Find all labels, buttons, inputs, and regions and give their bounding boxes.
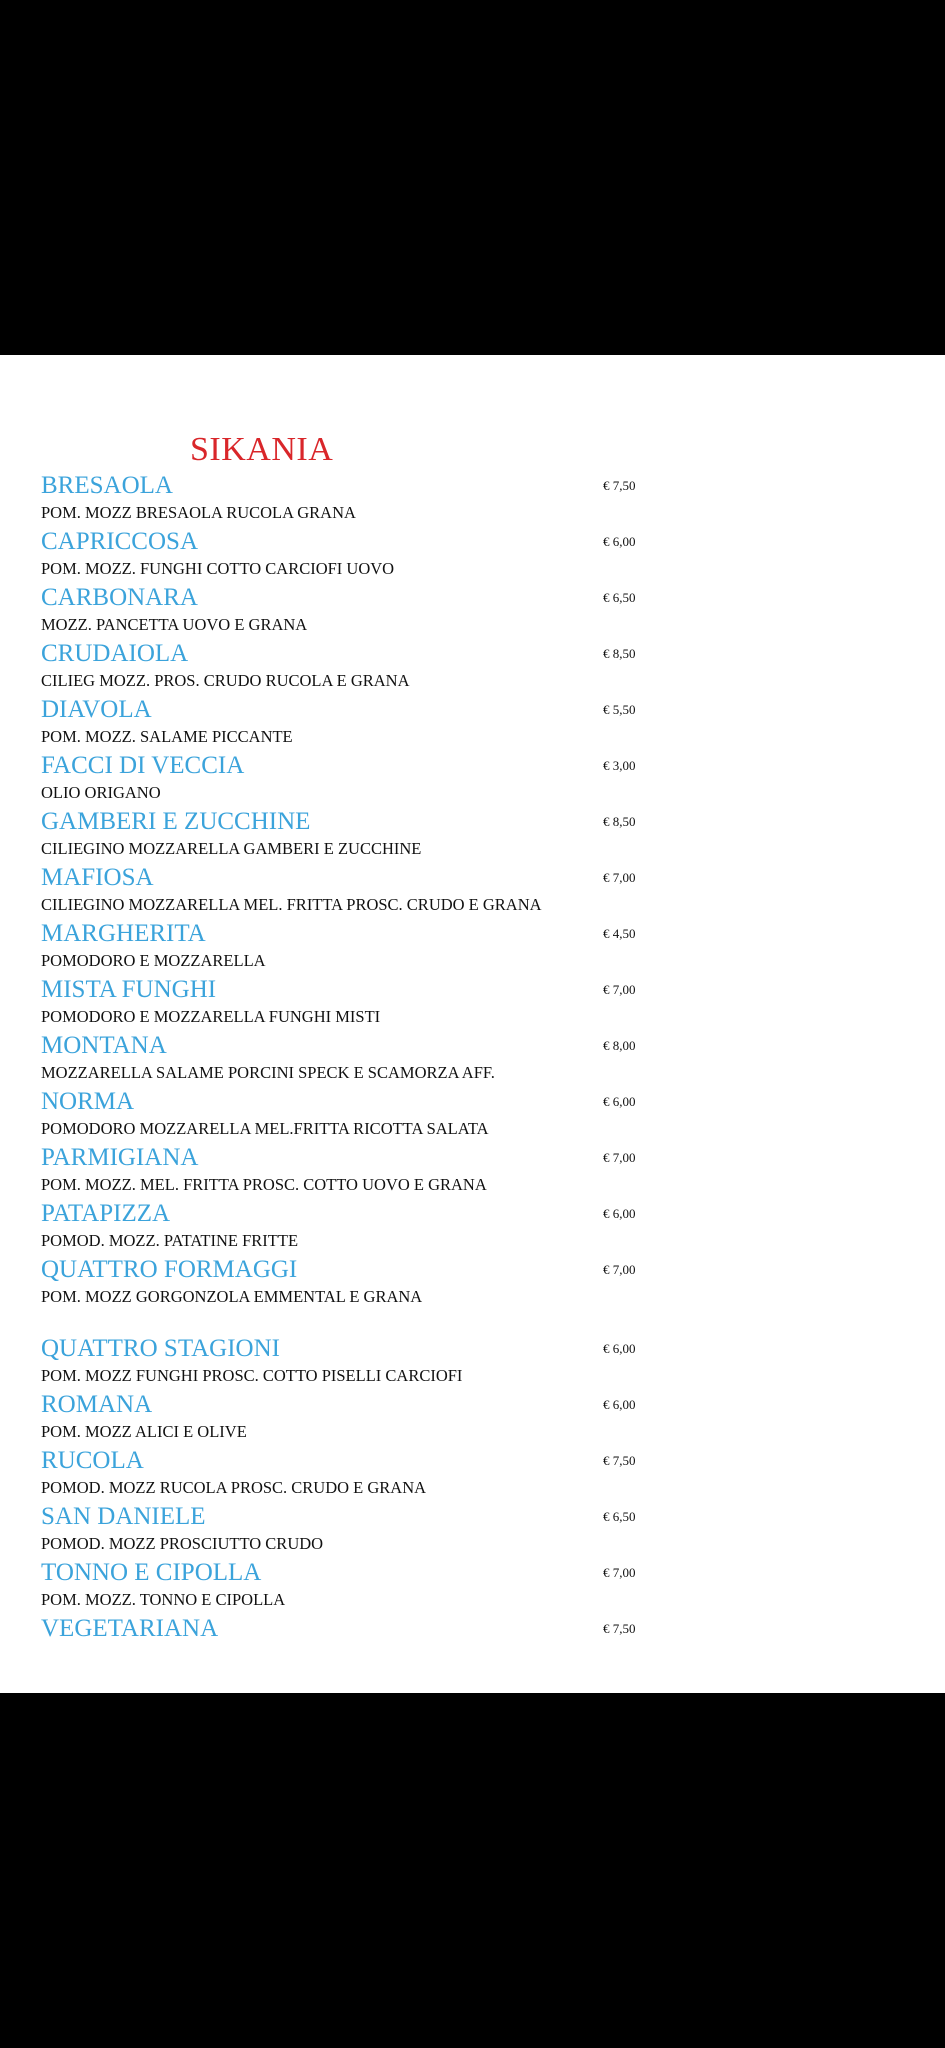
menu-list — [41, 471, 641, 1670]
menu-item — [41, 975, 641, 1031]
item-price: € 3,00 — [603, 758, 636, 773]
item-name: ROMANA — [41, 1391, 153, 1418]
item-description: POM. MOZZ. MEL. FRITTA PROSC. COTTO UOVO E GRANA — [41, 1175, 487, 1194]
menu-item — [41, 807, 641, 863]
menu-page — [0, 355, 945, 1693]
item-price: € 8,50 — [603, 814, 636, 829]
item-description: POMODORO E MOZZARELLA — [41, 951, 266, 970]
menu-item — [41, 863, 641, 919]
item-name: SAN DANIELE — [41, 1503, 206, 1530]
item-price: € 7,50 — [603, 478, 636, 493]
item-description: POM. MOZZ BRESAOLA RUCOLA GRANA — [41, 503, 356, 522]
item-description: POMOD. MOZZ. PATATINE FRITTE — [41, 1231, 299, 1250]
item-price: € 4,50 — [603, 926, 636, 941]
item-price: € 8,50 — [603, 646, 636, 661]
item-price: € 8,00 — [603, 1038, 636, 1053]
item-name: MISTA FUNGHI — [41, 976, 217, 1003]
menu-item — [41, 1614, 641, 1670]
item-description: POM. MOZZ ALICI E OLIVE — [41, 1422, 247, 1441]
menu-item — [41, 1255, 641, 1334]
letterbox-bottom — [0, 1693, 945, 2048]
menu-item — [41, 1143, 641, 1199]
item-price: € 6,00 — [603, 1206, 636, 1221]
menu-item — [41, 695, 641, 751]
menu-item — [41, 1087, 641, 1143]
item-name: PATAPIZZA — [41, 1200, 171, 1227]
item-description: CILIEG MOZZ. PROS. CRUDO RUCOLA E GRANA — [41, 671, 410, 690]
item-price: € 7,00 — [603, 1150, 636, 1165]
menu-item — [41, 1558, 641, 1614]
item-price: € 6,00 — [603, 534, 636, 549]
item-name: GAMBERI E ZUCCHINE — [41, 808, 311, 835]
item-name: NORMA — [41, 1088, 135, 1115]
menu-title: SIKANIA — [190, 431, 334, 468]
item-price: € 7,00 — [603, 982, 636, 997]
item-name: CRUDAIOLA — [41, 640, 189, 667]
item-description: POM. MOZZ FUNGHI PROSC. COTTO PISELLI CARCIOFI — [41, 1366, 463, 1385]
item-name: MARGHERITA — [41, 920, 206, 947]
item-name: BRESAOLA — [41, 472, 173, 499]
item-name: RUCOLA — [41, 1447, 144, 1474]
item-price: € 7,50 — [603, 1453, 636, 1468]
item-description: POM. MOZZ. FUNGHI COTTO CARCIOFI UOVO — [41, 559, 395, 578]
item-price: € 7,00 — [603, 1262, 636, 1277]
menu-item — [41, 1446, 641, 1502]
menu-item — [41, 919, 641, 975]
item-name: MAFIOSA — [41, 864, 154, 891]
item-price: € 6,00 — [603, 1094, 636, 1109]
item-description: POMOD. MOZZ PROSCIUTTO CRUDO — [41, 1534, 324, 1553]
menu-item — [41, 639, 641, 695]
item-name: MONTANA — [41, 1032, 167, 1059]
item-price: € 7,00 — [603, 1565, 636, 1580]
item-name: CAPRICCOSA — [41, 528, 198, 555]
item-description: POMODORO E MOZZARELLA FUNGHI MISTI — [41, 1007, 381, 1026]
item-description: CILIEGINO MOZZARELLA GAMBERI E ZUCCHINE — [41, 839, 422, 858]
item-name: FACCI DI VECCIA — [41, 752, 245, 779]
item-name: TONNO E CIPOLLA — [41, 1559, 262, 1586]
item-price: € 6,50 — [603, 1509, 636, 1524]
item-description: MOZZARELLA SALAME PORCINI SPECK E SCAMORZA AFF. — [41, 1063, 495, 1082]
menu-item — [41, 527, 641, 583]
menu-item — [41, 1502, 641, 1558]
item-price: € 7,50 — [603, 1621, 636, 1636]
item-description: POM. MOZZ. TONNO E CIPOLLA — [41, 1590, 286, 1609]
item-description: POMODORO MOZZARELLA MEL.FRITTA RICOTTA SALATA — [41, 1119, 489, 1138]
item-name: QUATTRO FORMAGGI — [41, 1256, 298, 1283]
menu-item — [41, 751, 641, 807]
item-name: PARMIGIANA — [41, 1144, 199, 1171]
item-price: € 7,00 — [603, 870, 636, 885]
item-name: DIAVOLA — [41, 696, 152, 723]
item-price: € 6,00 — [603, 1397, 636, 1412]
item-name: CARBONARA — [41, 584, 198, 611]
menu-item — [41, 1199, 641, 1255]
item-name: VEGETARIANA — [41, 1615, 219, 1642]
item-price: € 5,50 — [603, 702, 636, 717]
item-price: € 6,00 — [603, 1341, 636, 1356]
item-description: POM. MOZZ. SALAME PICCANTE — [41, 727, 293, 746]
menu-item — [41, 1334, 641, 1390]
item-description: POMOD. MOZZ RUCOLA PROSC. CRUDO E GRANA — [41, 1478, 427, 1497]
menu-item — [41, 583, 641, 639]
menu-item — [41, 471, 641, 527]
item-name: QUATTRO STAGIONI — [41, 1335, 280, 1362]
item-description: CILIEGINO MOZZARELLA MEL. FRITTA PROSC. CRUDO E GRANA — [41, 895, 542, 914]
item-description: POM. MOZZ GORGONZOLA EMMENTAL E GRANA — [41, 1287, 423, 1306]
menu-item — [41, 1031, 641, 1087]
item-price: € 6,50 — [603, 590, 636, 605]
item-description: OLIO ORIGANO — [41, 783, 161, 802]
menu-item — [41, 1390, 641, 1446]
item-description: MOZZ. PANCETTA UOVO E GRANA — [41, 615, 308, 634]
letterbox-top — [0, 0, 945, 355]
